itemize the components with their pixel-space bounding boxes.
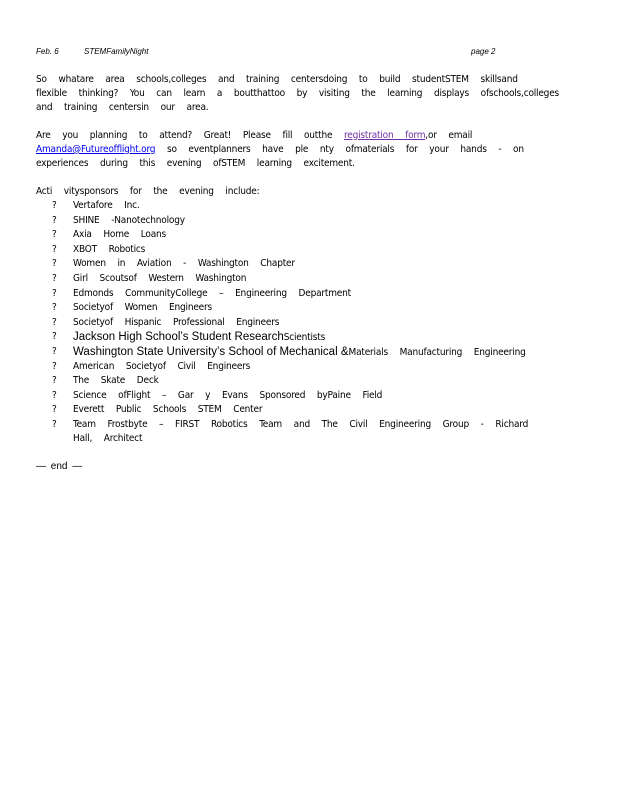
sponsor-name: Science ofFlight – Gar y Evans Sponsored byPaine Field [73,389,383,401]
paragraph-line [36,129,521,143]
bullet-marker: ? [52,229,57,241]
paragraph-line: Acti vitysponsors for the evening include: [36,186,260,197]
list-item [52,228,552,243]
bullet-marker: ? [52,389,57,401]
bullet-marker: ? [52,243,57,255]
sponsor-name: Axia Home Loans [73,229,167,241]
paragraph-sponsors-intro [36,185,521,199]
bullet-marker: ? [52,214,57,226]
list-item [52,330,552,345]
paragraph-text: ,or email [425,130,473,141]
header-title: STEMFamilyNight [84,47,149,56]
sponsor-name: Team Frostbyte – FIRST Robotics Team and The Civil Engineering Group - Richard Hall, Architect [73,418,529,444]
paragraph-line: flexible thinking? You can learn a boutthattoo by visiting the learning displays ofschools,colleges [36,88,560,99]
sponsor-name: Everett Public Schools STEM Center [73,404,263,416]
paragraph-text: so eventplanners have ple nty ofmaterials for your hands - on [166,144,524,155]
sponsor-name: XBOT Robotics [73,243,146,255]
bullet-marker: ? [52,404,57,416]
list-item [52,272,552,287]
sponsor-name: American Societyof Civil Engineers [73,360,251,372]
list-item [52,199,552,214]
list-item [52,257,552,272]
list-item [52,360,552,375]
sponsor-name: The Skate Deck [73,375,159,387]
email-link[interactable]: Amanda@Futureofflight.org [36,144,156,155]
paragraph-line: and training centersin our area. [36,102,209,113]
sponsor-list [52,199,552,446]
bullet-marker: ? [52,302,57,314]
sponsor-name-large: Jackson High School’s Student Research [73,331,284,344]
list-item [52,287,552,302]
bullet-marker: ? [52,360,57,372]
list-item [52,301,552,316]
bullet-marker: ? [52,287,57,299]
sponsor-name [73,345,526,361]
registration-form-link[interactable]: registration form [343,130,426,141]
list-item [52,403,552,418]
list-item [52,389,552,404]
list-item [52,418,552,446]
bullet-marker: ? [52,331,57,343]
paragraph-registration [36,129,524,171]
bullet-marker: ? [52,258,57,270]
sponsor-name: Girl Scoutsof Western Washington [73,272,247,284]
sponsor-name: SHINE -Nanotechnology [73,214,185,226]
paragraph-line: experiences during this evening ofSTEM learning excitement. [36,158,355,169]
sponsor-name: Societyof Hispanic Professional Engineers [73,316,280,328]
sponsor-name-large: Washington State University’s School of Mechanical & [73,345,349,358]
sponsor-name [73,330,325,346]
bullet-marker: ? [52,272,57,284]
bullet-marker: ? [52,316,57,328]
list-item [52,374,552,389]
sponsor-name: Edmonds CommunityCollege – Engineering Department [73,287,351,299]
sponsor-name: Societyof Women Engineers [73,302,213,314]
paragraph-line: So whatare area schools,colleges and training centersdoing to build studentSTEM skillsand [36,74,518,85]
paragraph-line [36,143,524,157]
bullet-marker: ? [52,200,57,211]
bullet-marker: ? [52,418,57,430]
sponsor-name: Vertafore Inc. [73,200,140,211]
list-item [52,214,552,229]
sponsor-name-small: Materials Manufacturing Engineering [348,346,526,358]
paragraph-text: Are you planning to attend? Great! Please fill outthe [36,130,333,141]
list-item [52,243,552,258]
header-date: Feb. 6 [36,47,59,56]
bullet-marker: ? [52,375,57,387]
list-item [52,316,552,331]
end-marker: — end — [36,461,83,472]
sponsor-name-small: Scientists [283,332,326,344]
list-item [52,345,552,360]
sponsor-name: Women in Aviation - Washington Chapter [73,258,295,270]
bullet-marker: ? [52,345,57,357]
paragraph-schools [36,73,560,115]
header-page-number: page 2 [471,47,496,56]
